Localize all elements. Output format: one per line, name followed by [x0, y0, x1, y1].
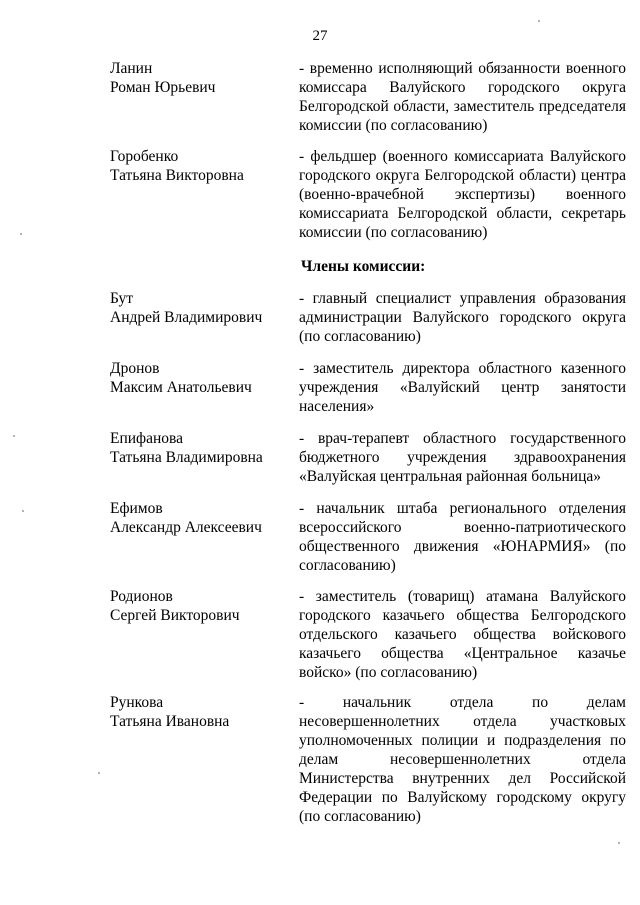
member-given-names: Сергей Викторович	[110, 607, 240, 624]
member-name	[110, 289, 290, 327]
member-name	[110, 499, 290, 537]
member-surname: Дронов	[110, 360, 160, 377]
member-surname: Бут	[110, 290, 134, 307]
member-surname: Ефимов	[110, 500, 163, 517]
member-surname: Епифанова	[110, 430, 184, 447]
member-given-names: Татьяна Ивановна	[110, 713, 230, 730]
member-name	[110, 59, 290, 97]
member-surname: Рункова	[110, 694, 164, 711]
member-role: - фельдшер (военного комиссариата Валуйского городского округа Белгородской области) центра (военно-врачебной экспертизы) военного комиссариата Белгородской области, секретарь комиссии (по согласованию)	[299, 148, 626, 241]
member-surname: Ланин	[110, 60, 153, 77]
member-role: - главный специалист управления образования администрации Валуйского городского округа (по согласованию)	[299, 290, 626, 345]
member-role: - начальник отдела по делам несовершеннолетних отдела участковых уполномоченных полиции и подразделения по делам несовершеннолетних отдела Министерства внутренних дел Российской Федерации по Валуйскому городскому округу (по согласованию)	[299, 694, 626, 825]
section-heading: Члены комиссии:	[301, 258, 426, 275]
member-role: - начальник штаба регионального отделения всероссийского военно-патриотического общественного движения «ЮНАРМИЯ» (по согласованию)	[299, 500, 626, 574]
scan-speck	[13, 435, 15, 437]
member-given-names: Максим Анатольевич	[110, 379, 252, 396]
page-number: 27	[312, 28, 328, 44]
member-given-names: Александр Алексеевич	[110, 519, 262, 536]
member-given-names: Роман Юрьевич	[110, 79, 216, 96]
scan-speck	[618, 842, 620, 844]
member-role: - заместитель директора областного казенного учреждения «Валуйский центр занятости населения»	[299, 360, 626, 415]
member-given-names: Татьяна Викторовна	[110, 167, 244, 184]
member-given-names: Андрей Владимирович	[110, 309, 263, 326]
member-name	[110, 587, 290, 625]
member-name	[110, 359, 290, 397]
scan-speck	[20, 233, 22, 235]
member-role: - врач-терапевт областного государственного бюджетного учреждения здравоохранения «Валуйская центральная районная больница»	[299, 430, 626, 485]
member-given-names: Татьяна Владимировна	[110, 449, 263, 466]
member-role: - временно исполняющий обязанности военного комиссара Валуйского городского округа Белгородской области, заместитель председателя комиссии (по согласованию)	[299, 60, 626, 134]
member-role: - заместитель (товарищ) атамана Валуйского городского казачьего общества Белгородского отдельского казачьего общества войскового казачьего общества «Центральное казачье войско» (по согласованию)	[299, 588, 626, 681]
member-surname: Родионов	[110, 588, 173, 605]
member-name	[110, 693, 290, 731]
scan-speck	[98, 772, 100, 774]
scan-speck	[538, 20, 540, 22]
scan-speck	[22, 510, 24, 512]
member-name	[110, 147, 290, 185]
member-name	[110, 429, 290, 467]
member-surname: Горобенко	[110, 148, 179, 165]
